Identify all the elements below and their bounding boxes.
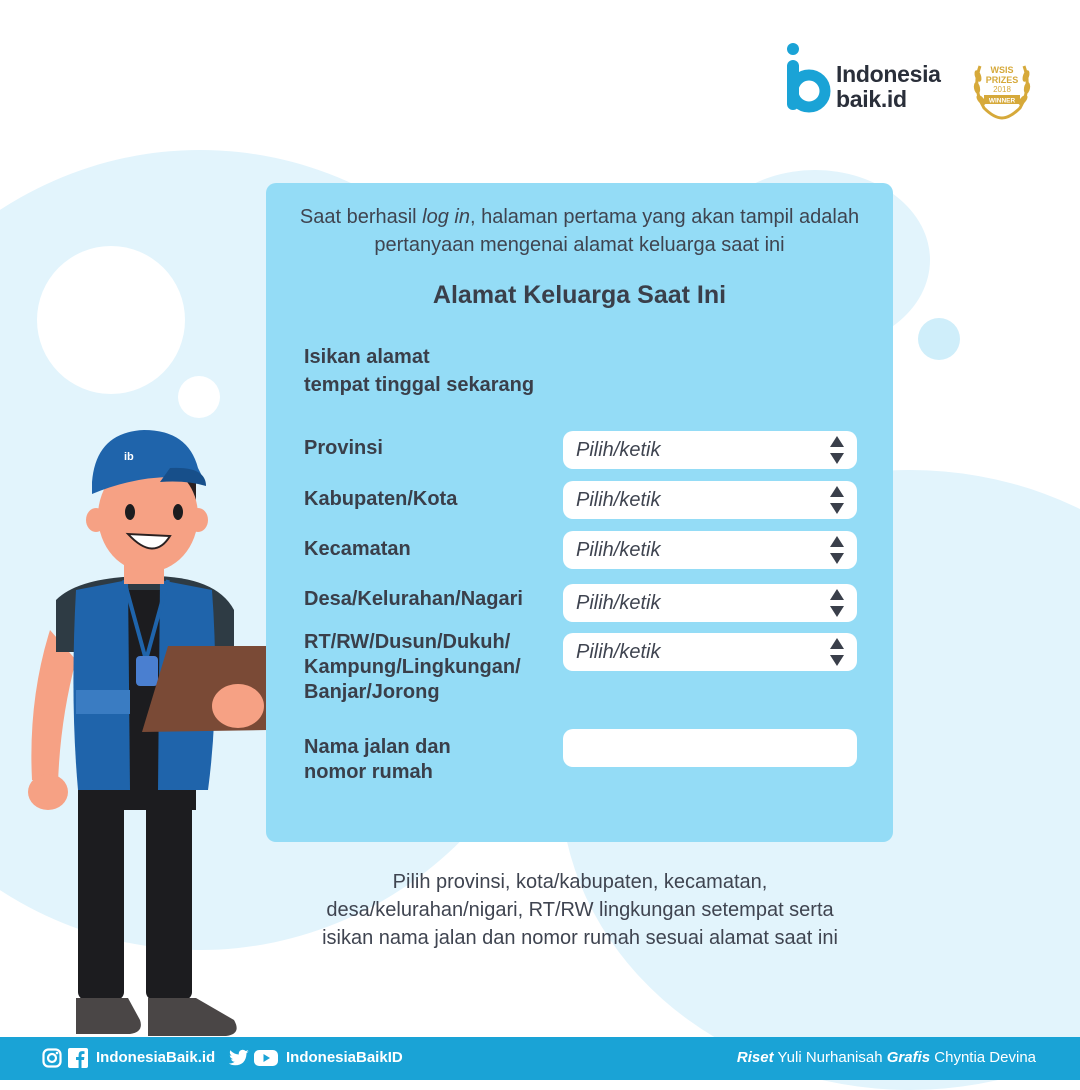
instagram-icon[interactable]: [42, 1048, 62, 1068]
credits-grafis-label: Grafis: [886, 1049, 931, 1066]
kabupaten-kota-select[interactable]: [563, 481, 857, 519]
background-circle-right: [918, 318, 960, 360]
desa-kelurahan-select-value: Pilih/ketik: [576, 592, 661, 614]
background-circle-large: [37, 246, 185, 394]
select-spinner-icon: [829, 588, 845, 618]
rt-rw-label-line2: Kampung/Lingkungan/: [304, 656, 521, 678]
rt-rw-select[interactable]: [563, 633, 857, 671]
address-form-card: [266, 183, 893, 842]
desa-kelurahan-label: Desa/Kelurahan/Nagari: [304, 588, 523, 610]
provinsi-label: Provinsi: [304, 437, 383, 459]
kecamatan-label: Kecamatan: [304, 538, 411, 560]
youtube-icon[interactable]: [254, 1048, 278, 1068]
rt-rw-label-line1: RT/RW/Dusun/Dukuh/: [304, 631, 511, 653]
credits-grafis-name: Chyntia Devina: [934, 1049, 1036, 1066]
footer-handle-indonesiabaik-id[interactable]: IndonesiaBaik.id: [96, 1049, 216, 1066]
select-spinner-icon: [829, 485, 845, 515]
select-spinner-icon: [829, 637, 845, 667]
footer-handle-indonesiabaikid[interactable]: IndonesiaBaikID: [286, 1049, 403, 1066]
kabupaten-kota-select-value: Pilih/ketik: [576, 489, 661, 511]
kecamatan-select[interactable]: [563, 531, 857, 569]
desa-kelurahan-select[interactable]: [563, 584, 857, 622]
credits-riset-name: Yuli Nurhanisah: [777, 1049, 883, 1066]
form-subtitle-line2: tempat tinggal sekarang: [304, 374, 535, 396]
facebook-icon[interactable]: [68, 1048, 88, 1068]
footer-credits: [737, 1049, 1036, 1066]
form-subtitle: [304, 343, 624, 399]
award-text-year: 2018: [993, 85, 1011, 94]
background-circle-small: [178, 376, 220, 418]
intro-text: [266, 203, 893, 259]
rt-rw-label-line3: Banjar/Jorong: [304, 681, 440, 703]
award-text-prizes: PRIZES: [985, 75, 1019, 85]
footer-bar: [0, 1037, 1080, 1080]
award-text-wsis: WSIS: [990, 65, 1014, 75]
street-label-line1: Nama jalan dan: [304, 736, 451, 758]
form-title: Alamat Keluarga Saat Ini: [432, 281, 727, 309]
select-spinner-icon: [829, 435, 845, 465]
rt-rw-label: [304, 630, 564, 705]
brand-name: [836, 62, 941, 112]
intro-text-before: Saat berhasil: [299, 206, 423, 228]
award-text-winner: WINNER: [988, 97, 1016, 105]
brand-name-line2: baik.id: [836, 86, 907, 112]
svg-text:ib: ib: [124, 451, 134, 463]
kecamatan-select-value: Pilih/ketik: [576, 539, 661, 561]
brand-logo[interactable]: [784, 42, 1044, 122]
form-subtitle-line1: Isikan alamat: [304, 346, 430, 368]
select-spinner-icon: [829, 535, 845, 565]
provinsi-select[interactable]: [563, 431, 857, 469]
award-laurel-icon: [970, 58, 1034, 122]
street-address-input[interactable]: [563, 729, 857, 767]
street-label-line2: nomor rumah: [304, 761, 433, 783]
twitter-icon[interactable]: [228, 1048, 250, 1068]
street-label: [304, 735, 564, 785]
brand-name-line1: Indonesia: [836, 61, 941, 87]
provinsi-select-value: Pilih/ketik: [576, 439, 661, 461]
credits-riset-label: Riset: [736, 1049, 774, 1066]
intro-text-after: , halaman pertama yang akan tampil adalah pertanyaan mengenai alamat keluarga saat ini: [374, 206, 860, 256]
logo-ib-icon: [784, 42, 832, 116]
bottom-instructions: Pilih provinsi, kota/kabupaten, kecamatan, desa/kelurahan/nigari, RT/RW lingkungan setempat serta isikan nama jalan dan nomor rumah sesuai alamat saat ini: [322, 871, 838, 949]
rt-rw-select-value: Pilih/ketik: [576, 641, 661, 663]
intro-text-emphasis: log in: [422, 206, 470, 228]
kabupaten-kota-label: Kabupaten/Kota: [304, 488, 458, 510]
